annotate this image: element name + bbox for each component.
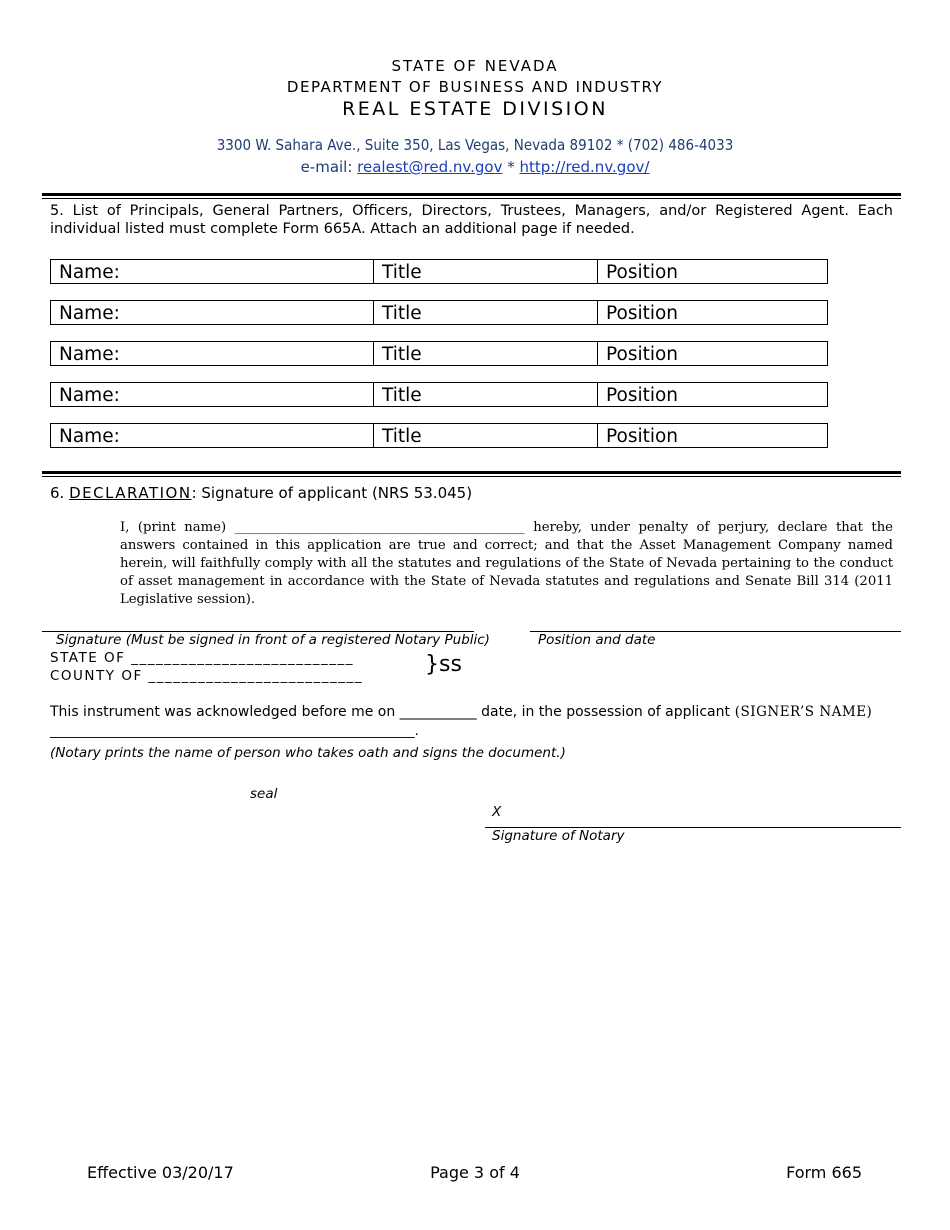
principal-title-field[interactable]: Title — [374, 383, 598, 406]
section-divider-thin — [42, 198, 901, 199]
acknowledgment-line — [50, 704, 872, 720]
principal-title-field[interactable]: Title — [374, 342, 598, 365]
principal-name-field[interactable]: Name: — [51, 383, 374, 406]
principal-title-field[interactable]: Title — [374, 301, 598, 324]
principal-row — [50, 382, 828, 407]
principal-position-field[interactable]: Position — [606, 385, 679, 406]
principal-row — [50, 341, 828, 366]
county-of-field[interactable]: COUNTY OF __________________________ — [50, 668, 363, 684]
principal-name-field[interactable]: Name: — [51, 260, 374, 283]
principal-row — [50, 259, 828, 284]
acknowledgment-text: This instrument was acknowledged before me on ___________ date, in the possession of applicant — [50, 704, 730, 720]
footer-page-number: Page 3 of 4 — [430, 1163, 520, 1182]
notary-signature-label: Signature of Notary — [492, 828, 625, 844]
principal-row — [50, 423, 828, 448]
declaration-text: I, (print name) ____________________________________________ hereby, under penalty of perjury, declare that the answers contained in this application are true and correct; and that the Asset Management Company named herein, will faithfully comply with all the statutes and regulations of the State of Nevada pertaining to the conduct of asset management in accordance with the State of Nevada statutes and regulations and Senate Bill 314 (2011 Legislative session). — [120, 520, 893, 607]
section5-instructions: 5. List of Principals, General Partners, Officers, Directors, Trustees, Managers, and/or Registered Agent. Each individual listed must complete Form 665A. Attach an additional page if needed. — [50, 203, 893, 237]
footer-form-number: Form 665 — [786, 1163, 862, 1182]
ss-bracket: }ss — [425, 652, 462, 677]
principal-title-field[interactable]: Title — [374, 260, 598, 283]
principal-row — [50, 300, 828, 325]
section-divider-thick — [42, 471, 901, 474]
position-date-label: Position and date — [538, 632, 656, 648]
office-address: 3300 W. Sahara Ave., Suite 350, Las Vegas, Nevada 89102 * (702) 486-4033 — [216, 136, 734, 154]
website-link[interactable]: http://red.nv.gov/ — [519, 158, 650, 176]
signer-name-label: (SIGNER’S NAME) — [729, 704, 873, 720]
principal-position-field[interactable]: Position — [606, 426, 679, 447]
footer-effective-date: Effective 03/20/17 — [87, 1163, 234, 1182]
principal-position-field[interactable]: Position — [606, 303, 679, 324]
notary-x-mark: X — [492, 804, 502, 820]
state-of-field[interactable]: STATE OF ___________________________ — [50, 650, 354, 666]
section6-number: 6. — [50, 484, 65, 502]
principal-name-field[interactable]: Name: — [51, 342, 374, 365]
declaration-heading: DECLARATION — [69, 484, 192, 502]
principal-position-field[interactable]: Position — [606, 344, 679, 365]
contact-separator: * — [502, 158, 520, 176]
section-divider-thick — [42, 193, 901, 196]
principal-title-field[interactable]: Title — [374, 424, 598, 447]
principal-name-field[interactable]: Name: — [51, 301, 374, 324]
seal-label: seal — [250, 786, 278, 802]
principal-name-field[interactable]: Name: — [51, 424, 374, 447]
email-prefix: e-mail: — [300, 158, 358, 176]
division-title: REAL ESTATE DIVISION — [342, 98, 608, 120]
section6-heading — [50, 484, 472, 502]
signature-label: Signature (Must be signed in front of a registered Notary Public) — [56, 632, 490, 648]
signer-name-field[interactable]: ______________________________________________________. — [50, 723, 419, 739]
email-link[interactable]: realest@red.nv.gov — [357, 158, 503, 176]
principal-position-field[interactable]: Position — [606, 262, 679, 283]
notary-note: (Notary prints the name of person who takes oath and signs the document.) — [50, 745, 566, 761]
state-title: STATE OF NEVADA — [391, 57, 559, 75]
section-divider-thin — [42, 476, 901, 477]
department-title: DEPARTMENT OF BUSINESS AND INDUSTRY — [286, 78, 664, 96]
contact-line — [0, 158, 950, 176]
declaration-subheading: : Signature of applicant (NRS 53.045) — [191, 484, 473, 502]
